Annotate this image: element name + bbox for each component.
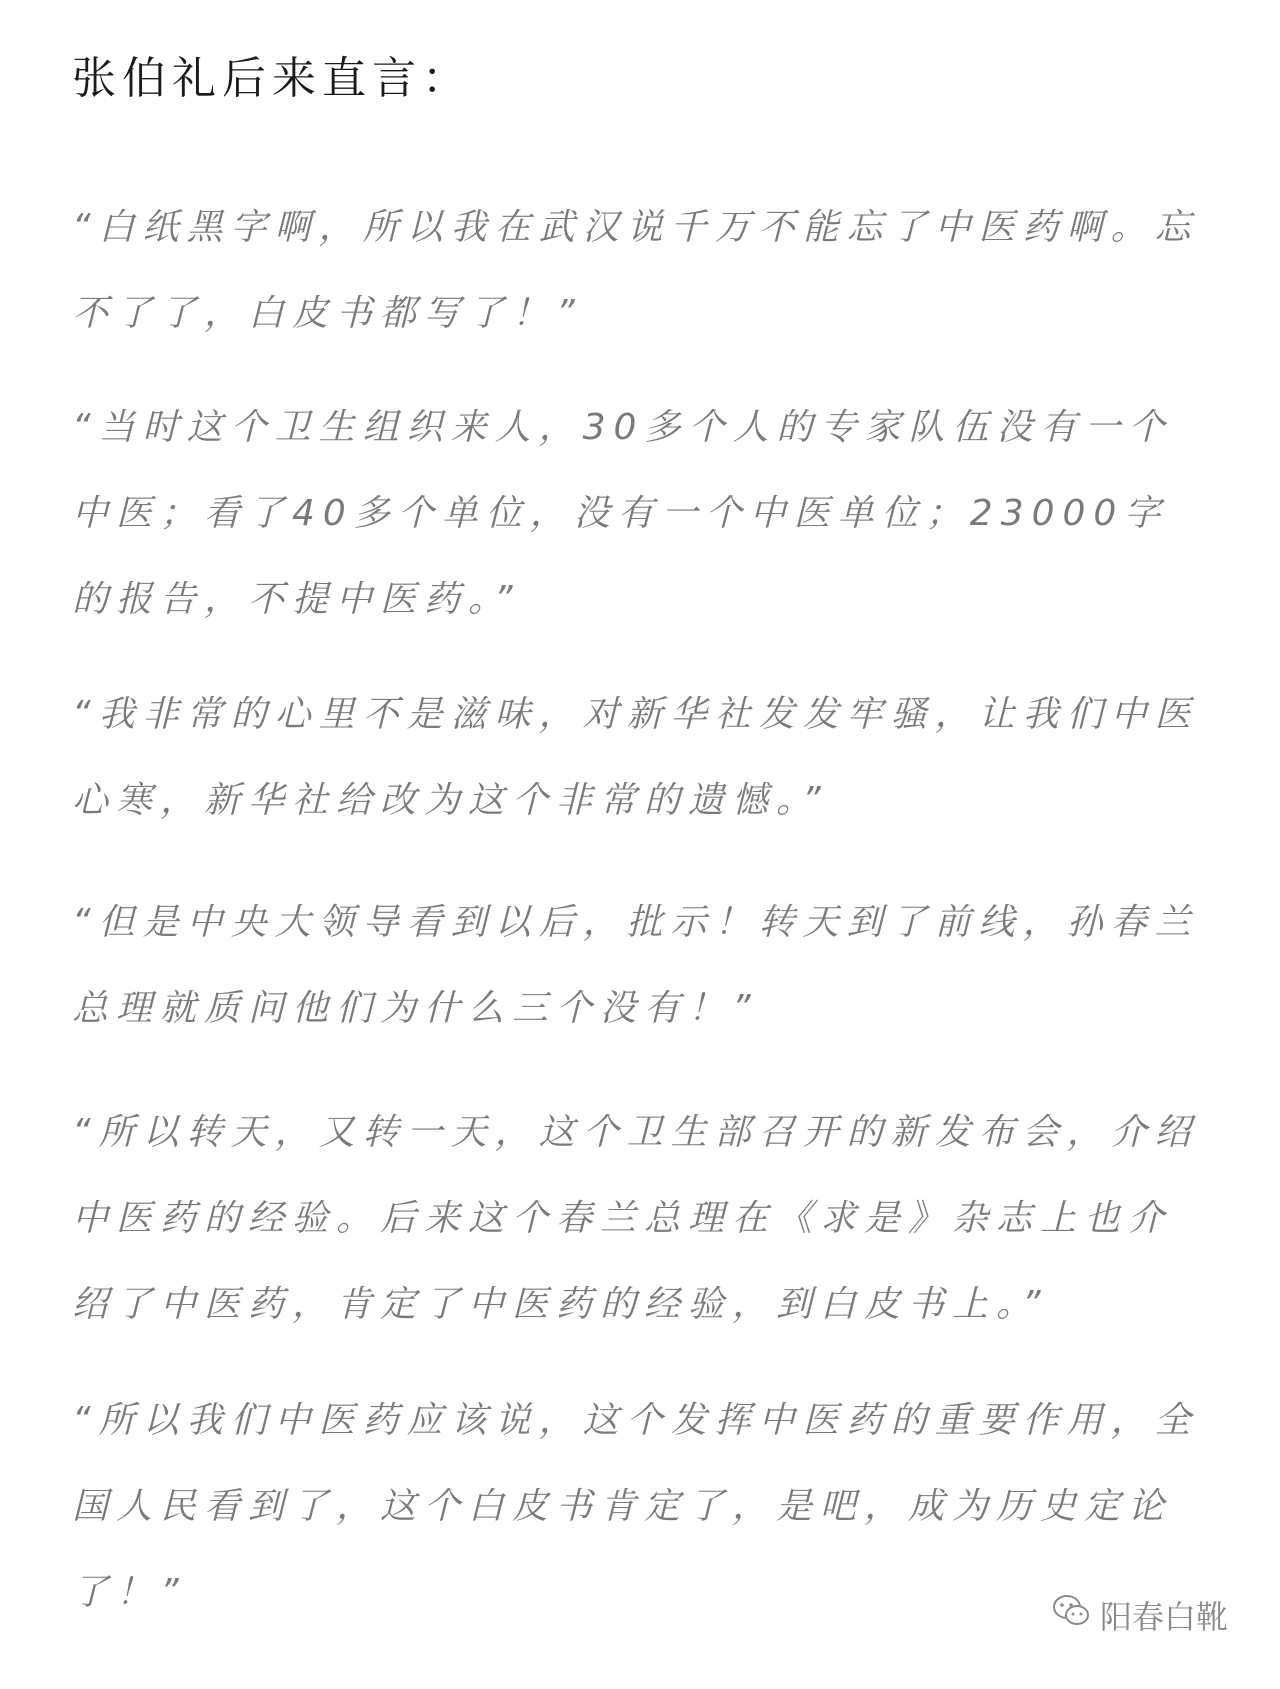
- quote-paragraph: “白纸黑字啊，所以我在武汉说千万不能忘了中医药啊。忘不了了，白皮书都写了！”: [72, 207, 1199, 334]
- quote-paragraph: “所以转天，又转一天，这个卫生部召开的新发布会，介绍中医药的经验。后来这个春兰总理在《求是》杂志上也介绍了中医药，肯定了中医药的经验，到白皮书上。”: [72, 1112, 1199, 1325]
- quote-paragraph: “我非常的心里不是滋味，对新华社发发牢骚，让我们中医心寒，新华社给改为这个非常的遗憾。”: [72, 694, 1199, 821]
- watermark-text: 阳春白靴: [1100, 1598, 1229, 1636]
- quote-paragraph: “但是中央大领导看到以后，批示！转天到了前线，孙春兰总理就质问他们为什么三个没有！”: [72, 902, 1199, 1029]
- quote-paragraph: “当时这个卫生组织来人，30多个人的专家队伍没有一个中医；看了40多个单位，没有一个中医单位；23000字的报告，不提中医药。”: [72, 407, 1173, 620]
- quote-paragraph: “所以我们中医药应该说，这个发挥中医药的重要作用，全国人民看到了，这个白皮书肯定了，是吧，成为历史定论了！”: [72, 1400, 1199, 1613]
- wechat-icon: [1050, 1590, 1092, 1640]
- watermark: [1050, 1590, 1228, 1640]
- article-heading: 张伯礼后来直言：: [72, 53, 472, 104]
